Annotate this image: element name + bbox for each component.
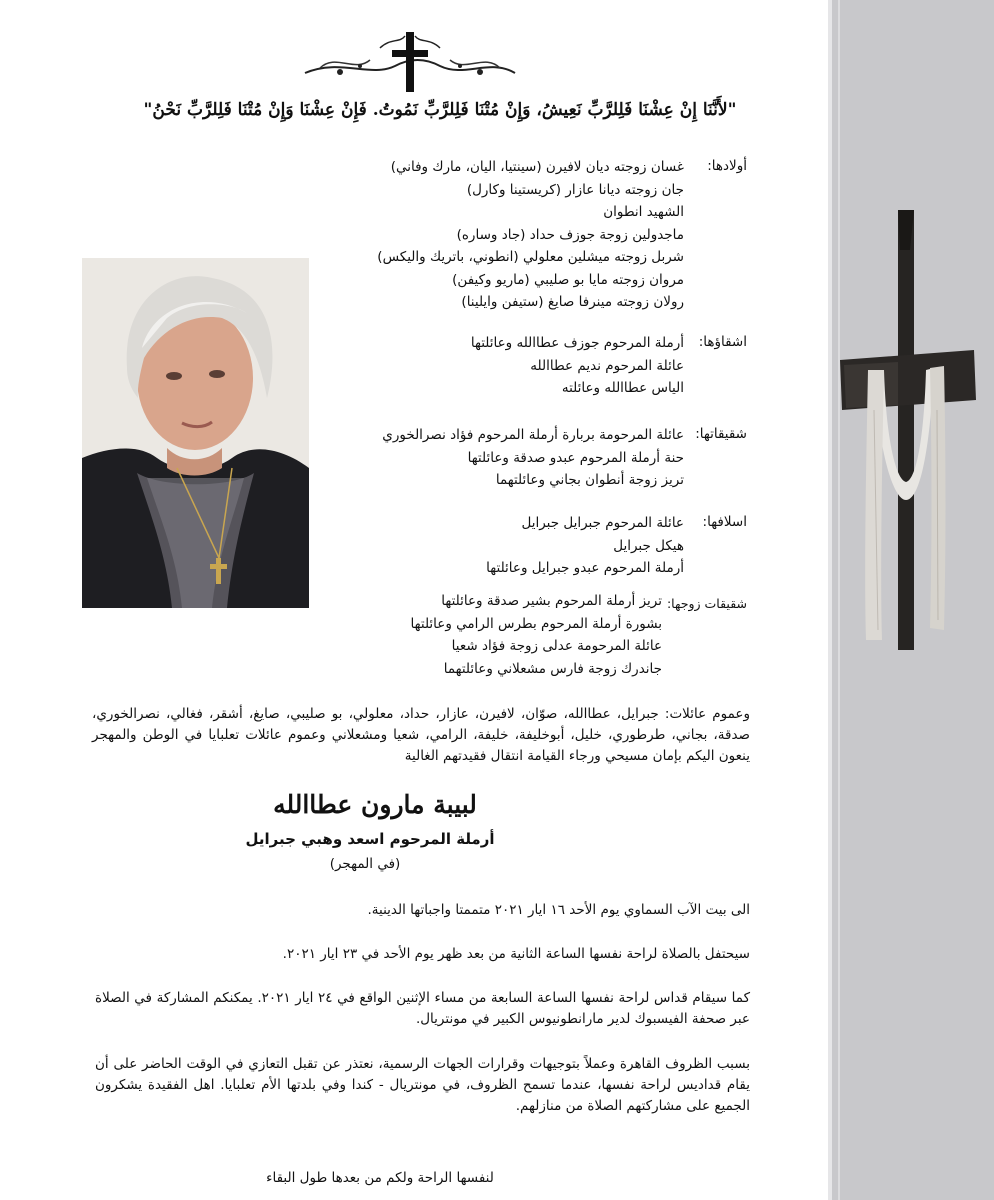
list-item: تريز زوجة أنطوان بجاني وعائلتهما — [495, 472, 684, 488]
husband-sisters-label: شقيقات زوجها: — [666, 596, 747, 611]
announcement-paragraph: الى بيت الآب السماوي يوم الأحد ١٦ ايار ٢٠٢١ متممتا واجباتها الدينية. — [367, 902, 750, 918]
deceased-name: لبيبة مارون عطاالله — [273, 790, 477, 819]
location-note: (في المهجر) — [329, 856, 401, 872]
list-item: ماجدولين زوجة جوزف حداد (جاد وساره) — [456, 226, 684, 243]
brothers-list — [471, 332, 684, 400]
list-item: بشورة أرملة المرحوم بطرس الرامي وعائلتها — [410, 615, 662, 632]
announcement-paragraph: كما سيقام قداس لراحة نفسها الساعة السابعة من مساء الإثنين الواقع في ٢٤ ايار ٢٠٢١. يمكنكم المشاركة في الصلاة عبر صحفة الفيسبوك لدير مارانطونيوس الكبير في مونتريال. — [95, 990, 750, 1027]
list-item: أرملة المرحوم عبدو جبرايل وعائلتها — [486, 560, 684, 576]
inlaws-list — [486, 512, 684, 580]
list-item: تريز أرملة المرحوم بشير صدقة وعائلتها — [441, 593, 662, 609]
draped-cross-icon — [838, 210, 978, 660]
list-item: حنة أرملة المرحوم عبدو صدقة وعائلتها — [467, 449, 684, 466]
list-item: جان زوجته ديانا عازار (كريستينا وكارل) — [466, 181, 684, 198]
children-label: أولادها: — [707, 158, 747, 174]
list-item: هيكل جبرايل — [613, 537, 684, 554]
sisters-list — [382, 424, 684, 492]
children-list — [377, 156, 684, 314]
list-item: عائلة المرحومة عدلى زوجة فؤاد شعيا — [451, 638, 662, 654]
bible-verse: "لأَنَّنَا إِنْ عِشْنَا فَلِلرَّبِّ نَعِيشُ، وَإِنْ مُتْنَا فَلِلرَّبِّ نَمُوتُ. فَإِنْ عِشْنَا وَإِنْ مُتْنَا فَلِلرَّبِّ نَحْنُ" — [143, 100, 737, 120]
list-item: أرملة المرحوم جوزف عطاالله وعائلتها — [470, 335, 684, 351]
brothers-label: اشقاؤها: — [698, 334, 747, 350]
list-item: جاندرك زوجة فارس مشعلاني وعائلتهما — [443, 660, 662, 677]
families-paragraph: وعموم عائلات: جبرايل، عطاالله، صوّان، لافيرن، عازار، حداد، معلولي، بو صليبي، صايغ، أشقر، فغالي، نصرالخوري، صدقة، بجاني، طرطوري، خليل، أبوخليفة، خليفة، الرامي، شعيا ومشعلاني وعموم عائلات تعلبايا في الوطن والمهجر ينعون اليكم بإمان مسيحي ورجاء القيامة انتقال فقيدتهم الغالية — [92, 706, 750, 764]
closing-line: لنفسها الراحة ولكم من بعدها طول البقاء — [266, 1170, 494, 1186]
list-item: الشهيد انطوان — [603, 204, 684, 220]
ornamental-cross-icon — [300, 28, 520, 98]
list-item: عائلة المرحوم جبرايل جبرايل — [521, 515, 684, 531]
husband-sisters-list — [411, 590, 662, 680]
list-item: عائلة المرحوم نديم عطاالله — [530, 357, 684, 374]
list-item: رولان زوجته مينرفا صايغ (ستيفن وايلينا) — [461, 294, 684, 310]
deceased-portrait — [82, 258, 309, 608]
list-item: غسان زوجته ديان لافيرن (سينتيا، اليان، مارك وفاني) — [390, 159, 684, 175]
inlaws-label: اسلافها: — [702, 514, 747, 530]
list-item: مروان زوجته مايا بو صليبي (ماريو وكيفن) — [452, 271, 684, 288]
widow-of: أرملة المرحوم اسعد وهبي جبرايل — [245, 830, 495, 848]
list-item: الياس عطاالله وعائلته — [561, 380, 684, 396]
sidebar-edge — [828, 0, 832, 1200]
announcement-paragraph: بسبب الظروف القاهرة وعملاً بتوجيهات وقرارات الجهات الرسمية، نعتذر عن تقبل التعازي في الوقت الحاضر على أن يقام قداديس لراحة نفسها، عندما تسمح الظروف، في مونتريال - كندا وفي بلدتها الأم تعلبايا. اهل الفقيدة يشكرون الجميع على مشاركتهم الصلاة من منازلهم. — [95, 1056, 750, 1114]
sisters-label: شقيقاتها: — [695, 426, 747, 442]
list-item: شربل زوجته ميشلين معلولي (انطوني، باتريك واليكس) — [377, 249, 684, 265]
list-item: عائلة المرحومة بربارة أرملة المرحوم فؤاد نصرالخوري — [382, 427, 684, 443]
announcement-paragraph: سيحتفل بالصلاة لراحة نفسها الساعة الثانية من بعد ظهر يوم الأحد في ٢٣ ايار ٢٠٢١. — [282, 946, 750, 962]
